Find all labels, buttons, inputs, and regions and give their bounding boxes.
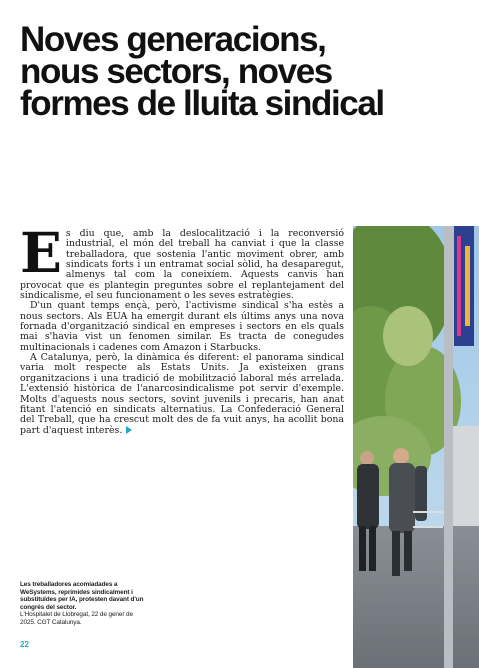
paragraph-2-text: D'un quant temps ençà, però, l'activisme sindical s'ha estès a nous sectors. Als EUA ha emergit durant els últims anys una nova fornada d'organització sindical en empreses i sectors en els quals mai s'havia vist un fenomen similar. Es tracta de conegudes multinacionals i cadenes com Amazon i Starbucks. [20,300,344,353]
article-paragraph-1 [20,220,344,302]
article-paragraph-2 [20,301,344,353]
headline-line-1: Noves generacions, [20,20,326,59]
paragraph-3-text: A Catalunya, però, la dinàmica és diferent: el panorama sindical varia molt respecte als Estats Units. Ja existeixen grans organitzacions i una tradició de mobilització laboral més arrelada. L'extensió històrica de l'anarcosindicalisme pot servir d'exemple. Molts d'aquests nous sectors, sovint juvenils i precaris, han anat fitant l'atenció en sindicats alternatius. La Confederació General del Treball, que ha crescut molt des de fa vuit anys, ha acollit bona part d'aquest interès. [20,352,344,436]
article-paragraph-3 [20,353,344,436]
protest-photo [353,226,479,668]
end-mark-icon [126,426,132,434]
page-number: 22 [20,640,29,649]
paragraph-1-text: s diu que, amb la deslocalització i la reconversió industrial, el món del treball ha canviat i que la classe treballadora, que sostenia l'antic moviment obrer, amb sindicats forts i un entramat social sòlid, ha desaparegut, almenys tal com la coneixíem. Aquests canvis han provocat que es plantegin preguntes sobre el replantejament del sindicalisme, el seu funcionament o les seves estratègies. [20,228,344,302]
caption-title: Les treballadores acomiadades a WeSystems, reprimides sindicalment i substituïdes per IA, protesten davant d'un congrés del sector. [20,581,144,611]
article-body [20,220,344,436]
drop-cap: E [20,220,62,285]
headline-line-2: nous sectors, noves [20,52,332,91]
photo-caption [20,581,145,627]
caption-credit: L'Hospitalet de Llobregat, 22 de gener de 2025. CGT Catalunya. [20,611,133,626]
headline-line-3: formes de lluita sindical [20,84,384,123]
article-headline [20,20,460,123]
